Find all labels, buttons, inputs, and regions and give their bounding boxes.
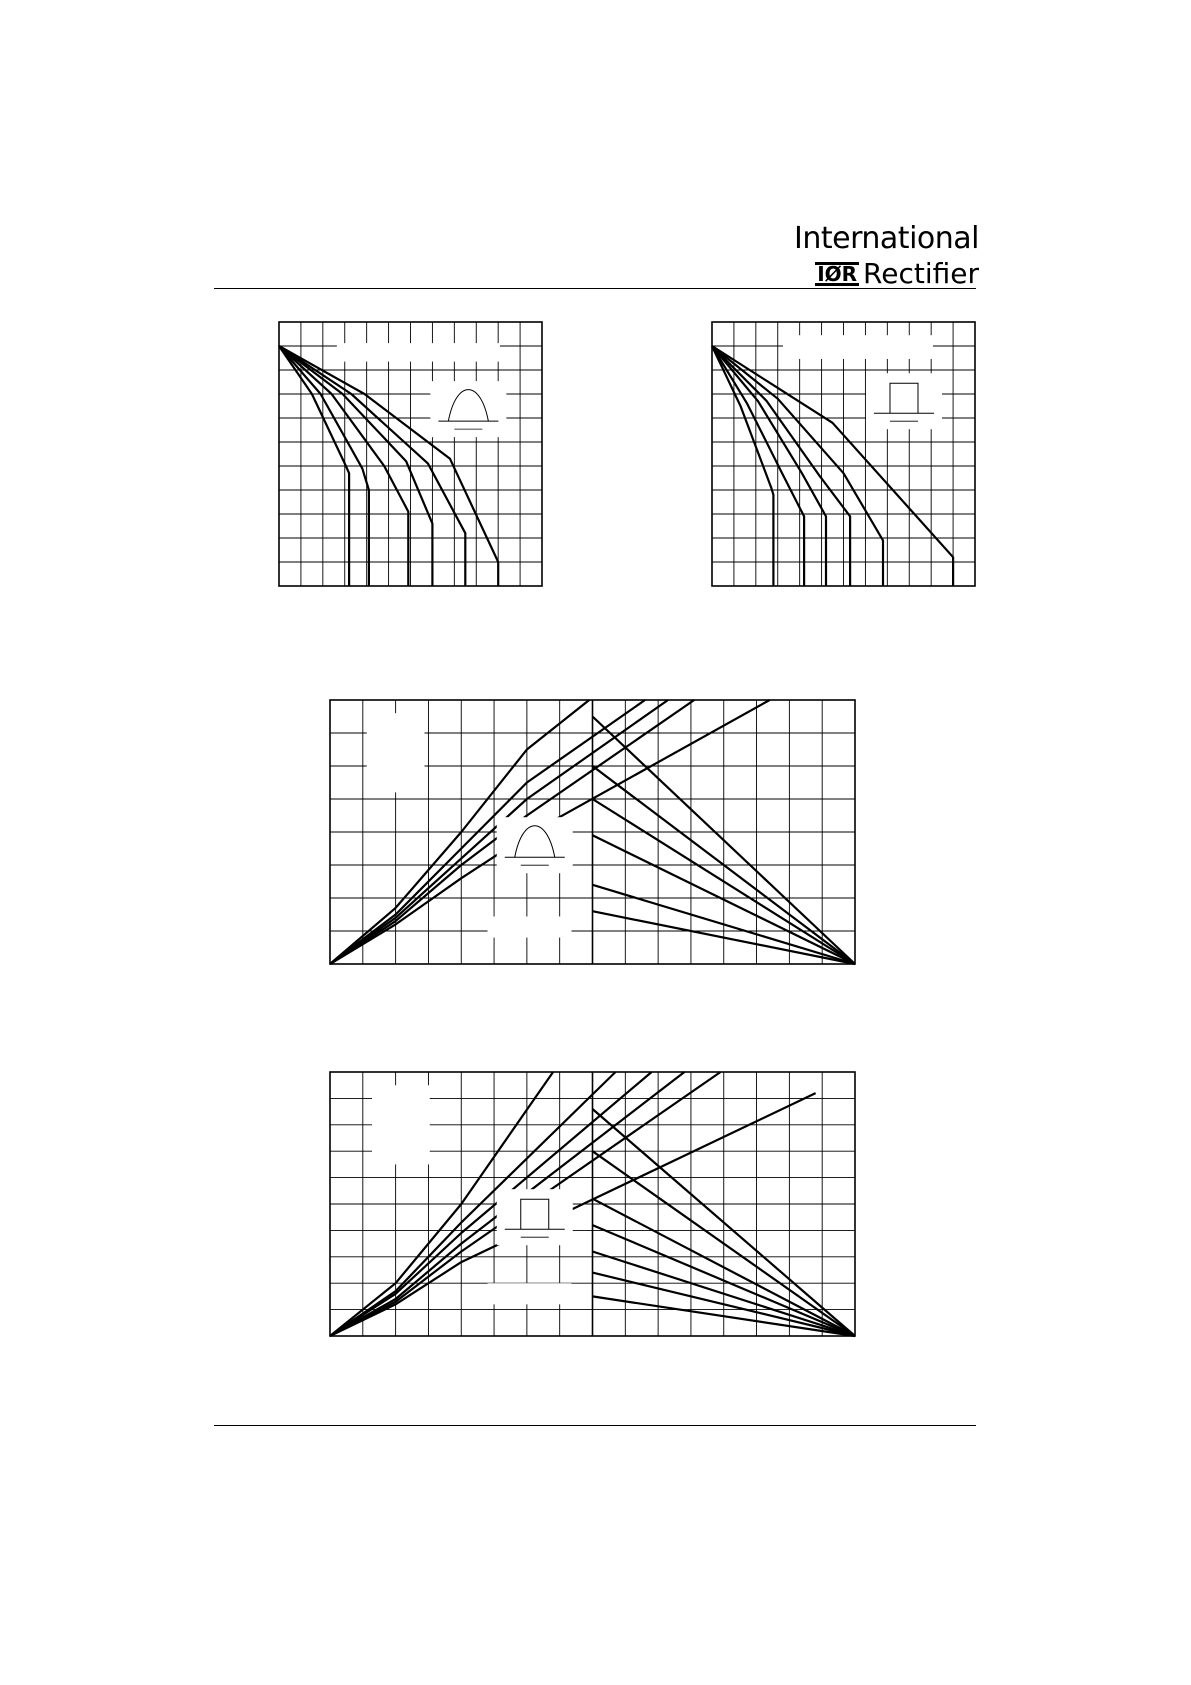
sine-half-wave-inset bbox=[430, 381, 506, 437]
rectangular-pulse-inset bbox=[497, 1189, 573, 1245]
inset-background bbox=[497, 1189, 573, 1245]
label-area bbox=[372, 1085, 430, 1164]
label-area bbox=[367, 713, 425, 792]
label-area bbox=[337, 343, 500, 361]
chart-1 bbox=[279, 322, 542, 586]
chart-2 bbox=[712, 322, 975, 586]
gridlines bbox=[279, 322, 542, 586]
header-rule bbox=[214, 288, 976, 289]
footer-rule bbox=[214, 1425, 976, 1426]
sine-half-wave-inset bbox=[497, 817, 573, 873]
gridlines bbox=[712, 322, 975, 586]
brand-line-2: Rectifier bbox=[863, 257, 979, 290]
chart-3 bbox=[330, 700, 855, 964]
brand-logo bbox=[815, 257, 979, 290]
brand-mark: IØR bbox=[817, 262, 858, 286]
rectangular-pulse-inset bbox=[866, 373, 942, 429]
brand-line-1: International bbox=[794, 221, 979, 256]
label-area bbox=[488, 916, 572, 937]
label-area bbox=[783, 335, 933, 359]
chart-4 bbox=[330, 1072, 855, 1336]
label-area bbox=[488, 1283, 572, 1304]
